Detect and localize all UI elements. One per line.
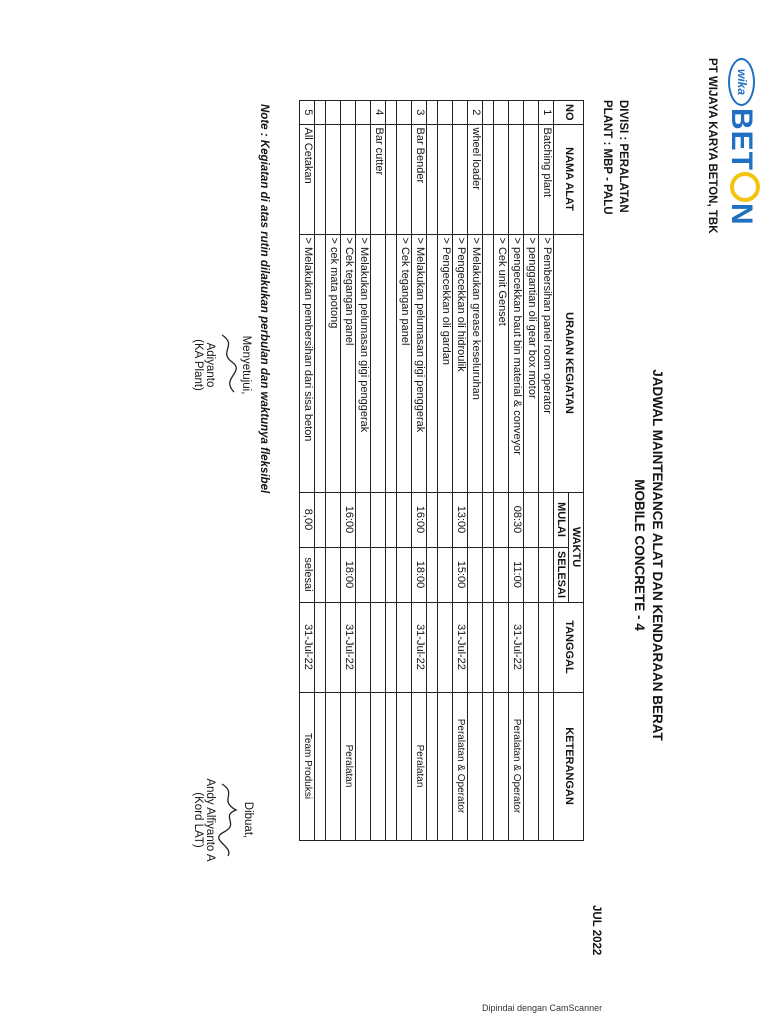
cell-mulai [397, 492, 412, 547]
cell-keterangan: Peralatan [341, 692, 356, 840]
table-row [438, 101, 453, 841]
cell-nama-alat [438, 124, 453, 234]
cell-selesai [356, 547, 371, 602]
cell-selesai [483, 547, 494, 602]
cell-nama-alat [341, 124, 356, 234]
table-row [539, 101, 554, 841]
table-row [412, 101, 427, 841]
cell-kegiatan [315, 234, 326, 492]
cell-keterangan: Peralatan & Operator [453, 692, 468, 840]
cell-no [386, 101, 397, 125]
cell-tanggal: 31-Jul-22 [412, 602, 427, 692]
cell-tanggal [315, 602, 326, 692]
cell-mulai [427, 492, 438, 547]
cell-mulai [483, 492, 494, 547]
cell-tanggal [371, 602, 386, 692]
footnote: Note : Kegiatan di atas rutin dilakukan perbulan dan waktunya fleksibel [258, 104, 270, 494]
cell-no: 2 [468, 101, 483, 125]
cell-selesai [371, 547, 386, 602]
cell-keterangan [356, 692, 371, 840]
plant-label: PLANT : MBP - PALU [601, 100, 613, 215]
cell-no [427, 101, 438, 125]
table-row [468, 101, 483, 841]
cell-kegiatan: > Pembersihan panel room operator [539, 234, 554, 492]
division-label: DIVISI : PERALATAN [617, 100, 629, 213]
cell-selesai [438, 547, 453, 602]
company-name: PT WIJAYA KARYA BETON, TBK [706, 58, 718, 234]
cell-mulai [539, 492, 554, 547]
creator-signature-icon [216, 780, 242, 860]
cell-tanggal [427, 602, 438, 692]
cell-no: 3 [412, 101, 427, 125]
approval-signature-block [192, 285, 252, 445]
approval-name: Adiyanto [204, 342, 216, 388]
cell-nama-alat [315, 124, 326, 234]
cell-no [438, 101, 453, 125]
cell-tanggal [483, 602, 494, 692]
cell-no [326, 101, 341, 125]
cell-selesai [326, 547, 341, 602]
cell-kegiatan: > Cek tegangan panel [341, 234, 356, 492]
table-row [453, 101, 468, 841]
cell-kegiatan: > pengecekkan baut bin material & conveyor [509, 234, 524, 492]
cell-keterangan [539, 692, 554, 840]
cell-tanggal: 31-Jul-22 [453, 602, 468, 692]
cell-no [509, 101, 524, 125]
cell-nama-alat: wheel loader [468, 124, 483, 234]
table-row [300, 101, 315, 841]
cell-nama-alat: Bar Bender [412, 124, 427, 234]
company-logo [724, 58, 760, 226]
cell-tanggal [438, 602, 453, 692]
cell-kegiatan: > Cek tegangan panel [397, 234, 412, 492]
cell-tanggal: 31-Jul-22 [509, 602, 524, 692]
cell-nama-alat [326, 124, 341, 234]
cell-selesai: 18:00 [341, 547, 356, 602]
cell-selesai: 15:00 [453, 547, 468, 602]
cell-selesai: 18:00 [412, 547, 427, 602]
cell-no [356, 101, 371, 125]
header-mulai: MULAI [554, 492, 569, 547]
cell-keterangan: Peralatan [412, 692, 427, 840]
cell-selesai [315, 547, 326, 602]
table-row [509, 101, 524, 841]
header-uraian-kegiatan: URAIAN KEGIATAN [554, 234, 584, 492]
cell-kegiatan [371, 234, 386, 492]
cell-selesai [468, 547, 483, 602]
cell-tanggal [397, 602, 412, 692]
logo-ring-icon [730, 172, 760, 202]
cell-mulai [356, 492, 371, 547]
table-row [483, 101, 494, 841]
cell-nama-alat [427, 124, 438, 234]
cell-keterangan: Peralatan & Operator [509, 692, 524, 840]
schedule-month: JUL 2022 [590, 905, 602, 956]
header-keterangan: KETERANGAN [554, 692, 584, 840]
cell-keterangan [315, 692, 326, 840]
cell-selesai [386, 547, 397, 602]
cell-no: 5 [300, 101, 315, 125]
cell-keterangan [326, 692, 341, 840]
table-row [494, 101, 509, 841]
cell-keterangan [438, 692, 453, 840]
cell-keterangan [386, 692, 397, 840]
table-row [427, 101, 438, 841]
cell-mulai [524, 492, 539, 547]
cell-selesai [494, 547, 509, 602]
beton-logo-text: BETN [725, 108, 758, 226]
cell-mulai: 08:30 [509, 492, 524, 547]
approval-label: Menyetujui, [240, 335, 252, 395]
cell-mulai [386, 492, 397, 547]
cell-mulai: 13:00 [453, 492, 468, 547]
cell-kegiatan: > Melakukan pembersihan dari sisa beton [300, 234, 315, 492]
wika-logo-mark: wika [729, 58, 756, 106]
cell-mulai: 16:00 [412, 492, 427, 547]
cell-selesai: 11:00 [509, 547, 524, 602]
cell-tanggal [468, 602, 483, 692]
table-row [371, 101, 386, 841]
cell-nama-alat [524, 124, 539, 234]
table-row [356, 101, 371, 841]
cell-nama-alat [509, 124, 524, 234]
cell-nama-alat [397, 124, 412, 234]
cell-selesai [427, 547, 438, 602]
cell-keterangan [494, 692, 509, 840]
cell-nama-alat: Bar cutter [371, 124, 386, 234]
cell-mulai: 16:00 [341, 492, 356, 547]
cell-nama-alat [386, 124, 397, 234]
table-row [524, 101, 539, 841]
table-row [341, 101, 356, 841]
cell-no: 1 [539, 101, 554, 125]
cell-nama-alat [453, 124, 468, 234]
creator-name: Andy Alfiyanto A [204, 778, 216, 862]
table-row [326, 101, 341, 841]
cell-keterangan [468, 692, 483, 840]
cell-tanggal [386, 602, 397, 692]
cell-kegiatan: > Pengecekkan oli gardan [438, 234, 453, 492]
approval-role: (KA Plant) [192, 339, 204, 391]
cell-kegiatan: > Melakukan pelumasan gigi penggerak [356, 234, 371, 492]
cell-tanggal: 31-Jul-22 [300, 602, 315, 692]
header-tanggal: TANGGAL [554, 602, 584, 692]
schedule-body [300, 101, 554, 841]
cell-nama-alat [494, 124, 509, 234]
table-row [315, 101, 326, 841]
header-no: NO [554, 101, 584, 125]
cell-selesai [397, 547, 412, 602]
creator-role: (Kord LAT) [192, 792, 204, 848]
cell-mulai: 8,00 [300, 492, 315, 547]
cell-kegiatan: > Pengecekkan oli hidroulik [453, 234, 468, 492]
cell-mulai [468, 492, 483, 547]
cell-keterangan: Team Produksi [300, 692, 315, 840]
cell-selesai [524, 547, 539, 602]
cell-kegiatan [386, 234, 397, 492]
cell-tanggal [494, 602, 509, 692]
cell-kegiatan: > Melakukan grease keseluruhan [468, 234, 483, 492]
cell-no [494, 101, 509, 125]
cell-no [397, 101, 412, 125]
cell-no [483, 101, 494, 125]
cell-kegiatan: > Cek unit Genset [494, 234, 509, 492]
cell-keterangan [427, 692, 438, 840]
maintenance-schedule-table [299, 100, 584, 841]
creator-signature-block [192, 740, 254, 900]
cell-kegiatan: > penggantian oli gear box motor [524, 234, 539, 492]
cell-keterangan [524, 692, 539, 840]
cell-keterangan [397, 692, 412, 840]
creator-label: Dibuat, [242, 801, 254, 839]
camscanner-watermark: Dipindai dengan CamScanner [482, 1003, 603, 1013]
cell-mulai [494, 492, 509, 547]
cell-mulai [371, 492, 386, 547]
cell-mulai [326, 492, 341, 547]
cell-selesai [539, 547, 554, 602]
cell-nama-alat: Batching plant [539, 124, 554, 234]
cell-mulai [438, 492, 453, 547]
cell-no [524, 101, 539, 125]
document-subtitle: MOBILE CONCRETE - 4 [632, 479, 647, 631]
header-selesai: SELESAI [554, 547, 569, 602]
table-row [397, 101, 412, 841]
cell-mulai [315, 492, 326, 547]
cell-selesai: selesai [300, 547, 315, 602]
cell-kegiatan: > cek mata potong [326, 234, 341, 492]
cell-nama-alat [483, 124, 494, 234]
cell-no [453, 101, 468, 125]
cell-tanggal [326, 602, 341, 692]
cell-tanggal [539, 602, 554, 692]
header-waktu: WAKTU [569, 492, 584, 602]
cell-tanggal [524, 602, 539, 692]
cell-keterangan [371, 692, 386, 840]
cell-kegiatan [483, 234, 494, 492]
cell-tanggal: 31-Jul-22 [341, 602, 356, 692]
cell-kegiatan: > Melakukan pelumasan gigi penggerak [412, 234, 427, 492]
cell-keterangan [483, 692, 494, 840]
cell-no [315, 101, 326, 125]
approval-signature-icon [216, 330, 240, 400]
cell-tanggal [356, 602, 371, 692]
header-nama-alat: NAMA ALAT [554, 124, 584, 234]
cell-no: 4 [371, 101, 386, 125]
cell-nama-alat [356, 124, 371, 234]
document-title: JADWAL MAINTENANCE ALAT DAN KENDARAAN BERAT [650, 369, 665, 741]
cell-no [341, 101, 356, 125]
table-row [386, 101, 397, 841]
cell-kegiatan [427, 234, 438, 492]
cell-nama-alat: All Cetakan [300, 124, 315, 234]
